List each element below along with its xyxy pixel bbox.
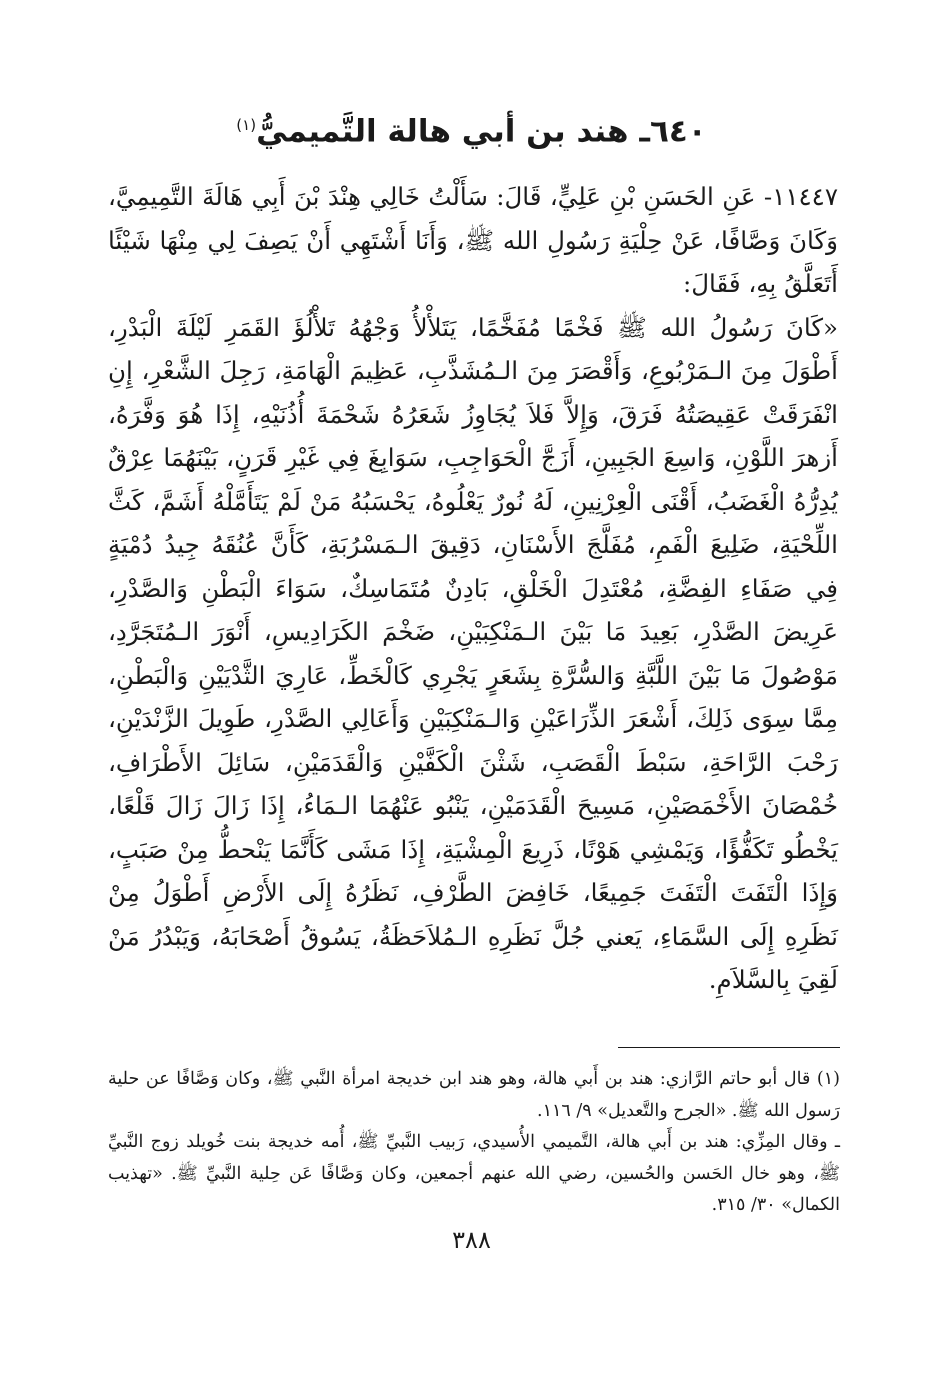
hadith-body (108, 175, 838, 1002)
hadith-intro: ١١٤٤٧- عَنِ الحَسَنِ بْنِ عَلِيٍّ، قَالَ: سَأَلْتُ خَالِي هِنْدَ بْنَ أَبِي هَالَةَ التَّمِيمِيَّ، وَكَانَ وَصَّافًا، عَنْ حِلْيَةِ رَسُولِ الله ﷺ، وَأَنَا أَشْتَهِي أَنْ يَصِفَ لِي مِنْهَا شَيْئًا أَتَعَلَّقُ بِهِ، فَقَالَ: (108, 182, 838, 298)
footnote-separator (618, 1047, 840, 1048)
footnote-2: ـ وقال المِزِّي: هند بن أَبي هالة، التَّميمي الأُسيدي، رَبيب النَّبيِّ ﷺ، أُمه خديجة بنت خُويلد زوج النَّبيِّ ﷺ، وهو خال الحَسن والحُسين، رضي الله عنهم أجمعين، وكان وَصَّافًا عَن حِلية النَّبيِّ ﷺ. «تهذيب الكمال» ٣٠/ ٣١٥. (108, 1132, 840, 1215)
hadith-text: «كَانَ رَسُولُ الله ﷺ فَخْمًا مُفَخَّمًا، يَتَلأْلأُ وَجْهُهُ تَلأْلُؤَ القَمَرِ لَيْلَةَ الْبَدْرِ، أَطْوَلَ مِنَ الـمَرْبُوعِ، وَأَقْصَرَ مِنَ الـمُشَذَّبِ، عَظِيمَ الْهَامَةِ، رَجِلَ الشَّعْرِ، إِنِ انْفَرَقَتْ عَقِيصَتُهُ فَرَقَ، وَإِلاَّ فَلاَ يُجَاوِزُ شَعَرُهُ شَحْمَةَ أُذُنَيْهِ، إِذَا هُوَ وَفَّرَهُ، أَزهرَ اللَّوْنِ، وَاسِعَ الجَبِينِ، أَزَجَّ الْحَوَاجِبِ، سَوَابِغَ فِي غَيْرِ قَرَنٍ، بَيْنَهُمَا عِرْقٌ يُدِرُّهُ الْغَضَبُ، أَقْنَى الْعِرْنِينِ، لَهُ نُورٌ يَعْلُوهُ، يَحْسَبُهُ مَنْ لَمْ يَتَأَمَّلْهُ أَشَمَّ، كَثَّ اللِّحْيَةِ، ضَلِيعَ الْفَمِ، مُفَلَّجَ الأَسْنَانِ، دَقِيقَ الـمَسْرُبَةِ، كَأَنَّ عُنُقَهُ جِيدُ دُمْيَةٍ فِي صَفَاءِ الفِضَّةِ، مُعْتَدِلَ الْخَلْقِ، بَادِنٌ مُتَمَاسِكٌ، سَوَاءَ الْبَطْنِ وَالصَّدْرِ، عَرِيضَ الصَّدْرِ، بَعِيدَ مَا بَيْنَ الـمَنْكِبَيْنِ، ضَخْمَ الكَرَادِيسِ، أَنْوَرَ الـمُتَجَرَّدِ، مَوْصُولَ مَا بَيْنَ اللَّبَّةِ وَالسُّرَّةِ بِشَعَرٍ يَجْرِي كَالْخَطِّ، عَارِيَ الثَّدْيَيْنِ وَالْبَطْنِ، مِمَّا سِوَى ذَلِكَ، أَشْعَرَ الذِّرَاعَيْنِ وَالـمَنْكِبَيْنِ وَأَعَالِي الصَّدْرِ، طَوِيلَ الزَّنْدَيْنِ، رَحْبَ الرَّاحَةِ، سَبْطَ الْقَصَبِ، شَثْنَ الْكَفَّيْنِ وَالْقَدَمَيْنِ، سَائِلَ الأَطْرَافِ، خُمْصَانَ الأَخْمَصَيْنِ، مَسِيحَ الْقَدَمَيْنِ، يَنْبُو عَنْهُمَا الـمَاءُ، إِذَا زَالَ زَالَ قَلْعًا، يَخْطُو تَكَفُّؤًا، وَيَمْشِي هَوْنًا، ذَرِيعَ الْمِشْيَةِ، إِذَا مَشَى كَأَنَّمَا يَنْحطُّ مِنْ صَبَبٍ، وَإِذَا الْتَفَتَ الْتَفَتَ جَمِيعًا، خَافِضَ الطَّرْفِ، نَظَرُهُ إِلَى الأَرْضِ أَطْوَلُ مِنْ نَظَرِهِ إِلَى السَّمَاءِ، يَعني جُلَّ نَظَرِهِ الـمُلاَحَظَةُ، يَسُوقُ أَصْحَابَهُ، وَيَبْدُرُ مَنْ لَقِيَ بِالسَّلاَمِ. (108, 312, 838, 994)
footnotes (108, 1064, 840, 1222)
footnote-reference: (١) (236, 116, 257, 134)
chapter-title (0, 100, 943, 156)
page-number: ٣٨٨ (452, 1226, 491, 1254)
chapter-title-text: ٦٤٠ـ هند بن أبي هالة التَّميميُّ (256, 113, 707, 150)
footnote-1: (١) قال أبو حاتم الرَّازي: هند بن أَبي هالة، وهو هند ابن خديجة امرأة النَّبي ﷺ، وكان وَصَّافًا عن حلية رَسول الله ﷺ. «الجرح والتَّعديل» ٩/ ١١٦. (108, 1069, 840, 1121)
